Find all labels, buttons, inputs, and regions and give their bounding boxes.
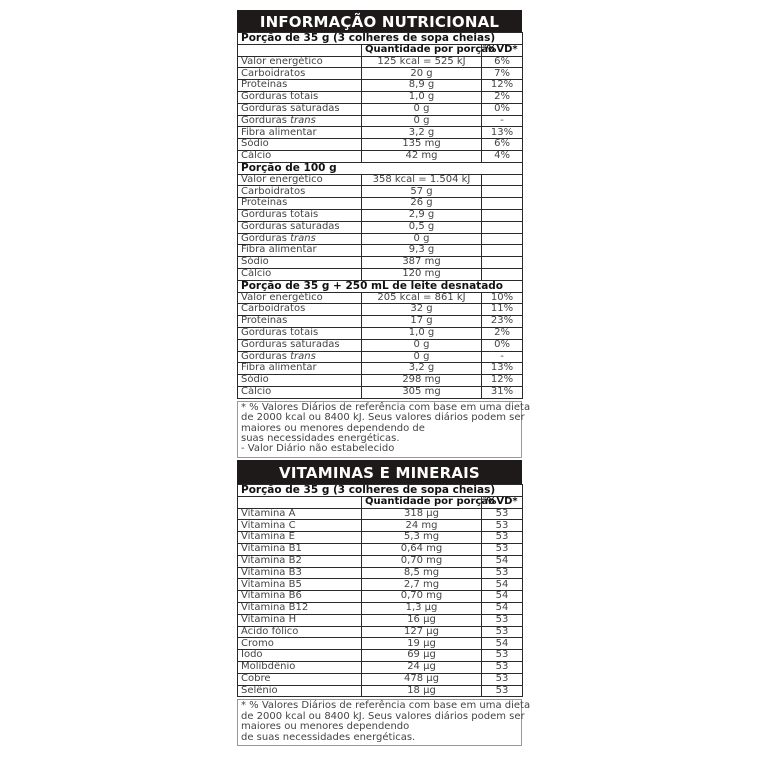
nutrient-label (238, 127, 362, 139)
nutrient-amount: 318 µg (362, 508, 482, 520)
nutrient-daily-value (482, 221, 523, 233)
nutrient-daily-value (482, 174, 523, 186)
nutrient-amount: 0 g (362, 233, 482, 245)
nutrient-amount: 205 kcal = 861 kJ (362, 292, 482, 304)
nutrient-amount: 24 mg (362, 520, 482, 532)
nutrient-label (238, 386, 362, 398)
table-row (238, 115, 523, 127)
nutrient-name: Cálcio (241, 268, 272, 280)
table-row (238, 638, 523, 650)
column-header-row (238, 496, 523, 508)
nutrient-name: Gorduras saturadas (241, 220, 340, 232)
nutrient-daily-value: 53 (482, 532, 523, 544)
nutrient-amount: 358 kcal = 1.504 kJ (362, 174, 482, 186)
nutrient-label (238, 638, 362, 650)
column-header-nutrient (238, 496, 362, 508)
nutrient-amount: 17 g (362, 316, 482, 328)
nutrient-name: Cobre (241, 672, 271, 684)
table-row (238, 56, 523, 68)
nutrient-name: Fibra alimentar (241, 362, 317, 374)
table-row (238, 532, 523, 544)
table-row (238, 68, 523, 80)
nutrient-daily-value: 53 (482, 685, 523, 697)
nutrient-label (238, 91, 362, 103)
nutrient-amount: 8,9 g (362, 80, 482, 92)
nutrient-label (238, 103, 362, 115)
nutrient-label (238, 268, 362, 280)
nutrient-daily-value: 53 (482, 626, 523, 638)
nutrient-daily-value (482, 233, 523, 245)
nutrient-label (238, 56, 362, 68)
nutrient-name: Gorduras totais (241, 91, 319, 103)
vitamins-table (237, 484, 523, 697)
section-heading: Porção de 100 g (238, 162, 523, 174)
nutrient-label (238, 532, 362, 544)
nutrient-label (238, 80, 362, 92)
nutrient-daily-value: 53 (482, 614, 523, 626)
nutrient-label (238, 508, 362, 520)
nutrient-amount: 16 µg (362, 614, 482, 626)
nutrient-name: Carboidratos (241, 185, 306, 197)
table-row (238, 91, 523, 103)
nutrient-label (238, 661, 362, 673)
nutrition-table (237, 32, 523, 399)
nutrient-label (238, 68, 362, 80)
nutrient-name: Vitamina H (241, 613, 297, 625)
table-row (238, 363, 523, 375)
nutrient-daily-value: 0% (482, 339, 523, 351)
nutrient-daily-value (482, 209, 523, 221)
nutrient-label (238, 115, 362, 127)
footnote-line: maiores ou menores dependendo de (241, 422, 425, 434)
table-row (238, 127, 523, 139)
footnote-line: suas necessidades energéticas. (241, 432, 400, 444)
nutrient-label (238, 591, 362, 603)
nutrient-name: Valor energético (241, 173, 323, 185)
footnote-line: de 2000 kcal ou 8400 kJ. Seus valores diários podem ser (241, 412, 525, 424)
nutrient-label (238, 650, 362, 662)
nutrient-daily-value: 6% (482, 56, 523, 68)
nutrient-name-italic: trans (290, 232, 316, 244)
table-row (238, 198, 523, 210)
table-row (238, 602, 523, 614)
table-row (238, 221, 523, 233)
nutrient-label (238, 209, 362, 221)
nutrient-name: Proteínas (241, 197, 288, 209)
table-row (238, 268, 523, 280)
nutrient-name: Gorduras (241, 232, 287, 244)
table-row (238, 520, 523, 532)
nutrient-daily-value: - (482, 115, 523, 127)
nutrient-name: Fibra alimentar (241, 126, 317, 138)
nutrient-name: Gorduras (241, 114, 287, 126)
nutrient-daily-value: 53 (482, 661, 523, 673)
nutrient-name: Selênio (241, 684, 278, 696)
nutrient-label (238, 673, 362, 685)
nutrient-name: Vitamina C (241, 519, 296, 531)
nutrient-amount: 1,3 µg (362, 602, 482, 614)
table-row (238, 555, 523, 567)
column-header-amount: Quantidade por porção (362, 496, 482, 508)
nutrient-label (238, 186, 362, 198)
column-header-row (238, 44, 523, 56)
footnote-line: maiores ou menores dependendo (241, 721, 410, 733)
table-row (238, 661, 523, 673)
table-row (238, 174, 523, 186)
table-row (238, 579, 523, 591)
nutrient-amount: 125 kcal = 525 kJ (362, 56, 482, 68)
nutrient-name: Proteínas (241, 315, 288, 327)
nutrient-name: Vitamina B6 (241, 590, 302, 602)
table-row (238, 186, 523, 198)
nutrient-daily-value: 53 (482, 673, 523, 685)
nutrient-daily-value (482, 257, 523, 269)
nutrient-daily-value: 13% (482, 127, 523, 139)
nutrient-name: Vitamina B3 (241, 566, 302, 578)
nutrient-name: Gorduras saturadas (241, 102, 340, 114)
table-row (238, 673, 523, 685)
column-header-amount: Quantidade por porção (362, 44, 482, 56)
nutrient-daily-value: 13% (482, 363, 523, 375)
nutrient-label (238, 363, 362, 375)
nutrient-amount: 3,2 g (362, 127, 482, 139)
nutrient-amount: 20 g (362, 68, 482, 80)
nutrient-label (238, 685, 362, 697)
nutrient-amount: 387 mg (362, 257, 482, 269)
table-row (238, 103, 523, 115)
nutrient-daily-value: 2% (482, 91, 523, 103)
table-row (238, 375, 523, 387)
nutrient-daily-value: 4% (482, 150, 523, 162)
nutrient-name: Carboidratos (241, 303, 306, 315)
nutrient-name: Fibra alimentar (241, 244, 317, 256)
nutrient-label (238, 150, 362, 162)
nutrition-facts-panel (237, 10, 531, 458)
table-row (238, 139, 523, 151)
nutrient-daily-value: 53 (482, 543, 523, 555)
nutrient-amount: 26 g (362, 198, 482, 210)
nutrient-label (238, 304, 362, 316)
nutrient-name: Sódio (241, 374, 269, 386)
nutrient-daily-value: 54 (482, 579, 523, 591)
nutrient-daily-value: 23% (482, 316, 523, 328)
nutrient-amount: 1,0 g (362, 91, 482, 103)
nutrient-amount: 69 µg (362, 650, 482, 662)
nutrient-label (238, 292, 362, 304)
nutrient-daily-value (482, 186, 523, 198)
column-header-nutrient (238, 44, 362, 56)
nutrient-label (238, 233, 362, 245)
table-row (238, 316, 523, 328)
table-row (238, 150, 523, 162)
nutrient-name: Valor energético (241, 55, 323, 67)
nutrient-label (238, 174, 362, 186)
nutrient-daily-value: 12% (482, 375, 523, 387)
nutrient-daily-value: 6% (482, 139, 523, 151)
nutrient-amount: 19 µg (362, 638, 482, 650)
nutrient-label (238, 198, 362, 210)
vitamins-minerals-panel (237, 460, 531, 746)
nutrient-amount: 305 mg (362, 386, 482, 398)
nutrient-daily-value (482, 245, 523, 257)
table-row (238, 257, 523, 269)
nutrient-label (238, 316, 362, 328)
vitamins-title: VITAMINAS E MINERAIS (237, 460, 522, 484)
nutrient-amount: 127 µg (362, 626, 482, 638)
footnote-line: * % Valores Diários de referência com base em uma dieta (241, 700, 531, 712)
table-row (238, 80, 523, 92)
table-row (238, 591, 523, 603)
nutrient-daily-value: 53 (482, 508, 523, 520)
nutrient-label (238, 351, 362, 363)
nutrient-label (238, 602, 362, 614)
nutrient-name: Vitamina E (241, 531, 295, 543)
nutrient-name: Gorduras totais (241, 327, 319, 339)
nutrient-amount: 32 g (362, 304, 482, 316)
nutrient-daily-value: 53 (482, 567, 523, 579)
nutrient-amount: 0 g (362, 115, 482, 127)
nutrient-label (238, 245, 362, 257)
nutrient-daily-value (482, 198, 523, 210)
section-heading-row (238, 33, 523, 45)
nutrient-amount: 1,0 g (362, 327, 482, 339)
section-heading-row (238, 485, 523, 497)
vitamins-footnote (237, 699, 531, 746)
nutrient-name: Vitamina B1 (241, 543, 302, 555)
nutrient-name: Carboidratos (241, 67, 306, 79)
nutrient-amount: 24 µg (362, 661, 482, 673)
nutrient-name-italic: trans (290, 350, 316, 362)
nutrient-amount: 0,70 mg (362, 591, 482, 603)
nutrient-amount: 0 g (362, 351, 482, 363)
nutrient-name: Cromo (241, 637, 274, 649)
nutrient-daily-value: 54 (482, 591, 523, 603)
nutrient-amount: 42 mg (362, 150, 482, 162)
nutrient-label (238, 221, 362, 233)
table-row (238, 292, 523, 304)
footnote-line: - Valor Diário não estabelecido (241, 443, 395, 455)
table-row (238, 543, 523, 555)
nutrient-daily-value: 53 (482, 650, 523, 662)
nutrient-daily-value: 7% (482, 68, 523, 80)
column-header-vd: %VD* (482, 496, 523, 508)
footnote-line: de 2000 kcal ou 8400 kJ. Seus valores diários podem ser (241, 710, 525, 722)
section-heading: Porção de 35 g (3 colheres de sopa cheias) (238, 33, 523, 45)
nutrient-name: Cálcio (241, 150, 272, 162)
table-row (238, 386, 523, 398)
section-heading: Porção de 35 g (3 colheres de sopa cheias) (238, 485, 523, 497)
nutrient-label (238, 543, 362, 555)
nutrient-daily-value: 54 (482, 638, 523, 650)
nutrient-amount: 0 g (362, 103, 482, 115)
nutrient-name: Iodo (241, 649, 263, 661)
nutrient-amount: 0,70 mg (362, 555, 482, 567)
nutrient-daily-value: 31% (482, 386, 523, 398)
nutrient-daily-value: 10% (482, 292, 523, 304)
table-row (238, 339, 523, 351)
nutrient-name: Cálcio (241, 386, 272, 398)
table-row (238, 327, 523, 339)
nutrient-label (238, 555, 362, 567)
nutrient-label (238, 339, 362, 351)
nutrient-amount: 120 mg (362, 268, 482, 280)
section-heading-row (238, 162, 523, 174)
nutrient-label (238, 520, 362, 532)
nutrient-name: Vitamina A (241, 507, 296, 519)
nutrient-daily-value: 54 (482, 602, 523, 614)
nutrient-name: Vitamina B5 (241, 578, 302, 590)
nutrient-daily-value: 0% (482, 103, 523, 115)
nutrient-amount: 18 µg (362, 685, 482, 697)
nutrient-daily-value: 54 (482, 555, 523, 567)
nutrient-amount: 2,7 mg (362, 579, 482, 591)
nutrient-amount: 3,2 g (362, 363, 482, 375)
nutrient-amount: 0,5 g (362, 221, 482, 233)
nutrient-label (238, 327, 362, 339)
section-heading: Porção de 35 g + 250 mL de leite desnatado (238, 280, 523, 292)
nutrient-label (238, 257, 362, 269)
table-row (238, 245, 523, 257)
nutrient-label (238, 614, 362, 626)
table-row (238, 650, 523, 662)
table-row (238, 614, 523, 626)
nutrient-name: Proteínas (241, 79, 288, 91)
nutrient-daily-value: - (482, 351, 523, 363)
table-row (238, 304, 523, 316)
table-row (238, 209, 523, 221)
nutrient-name: Gorduras saturadas (241, 338, 340, 350)
nutrient-daily-value: 53 (482, 520, 523, 532)
nutrient-amount: 2,9 g (362, 209, 482, 221)
nutrition-footnote (237, 401, 531, 458)
nutrient-name: Vitamina B12 (241, 602, 309, 614)
section-heading-row (238, 280, 523, 292)
nutrient-name: Sódio (241, 256, 269, 268)
column-header-vd: %VD* (482, 44, 523, 56)
nutrient-daily-value: 2% (482, 327, 523, 339)
nutrient-amount: 57 g (362, 186, 482, 198)
nutrient-amount: 478 µg (362, 673, 482, 685)
nutrient-label (238, 139, 362, 151)
footnote-line: * % Valores Diários de referência com base em uma dieta (241, 401, 531, 413)
nutrient-daily-value (482, 268, 523, 280)
nutrient-daily-value: 12% (482, 80, 523, 92)
nutrition-title: INFORMAÇÃO NUTRICIONAL (237, 10, 522, 32)
nutrient-label (238, 626, 362, 638)
nutrient-name: Valor energético (241, 291, 323, 303)
table-row (238, 351, 523, 363)
nutrient-name: Sódio (241, 138, 269, 150)
nutrient-amount: 135 mg (362, 139, 482, 151)
nutrient-name-italic: trans (290, 114, 316, 126)
nutrient-name: Gorduras (241, 350, 287, 362)
nutrient-name: Vitamina B2 (241, 554, 302, 566)
table-row (238, 567, 523, 579)
table-row (238, 233, 523, 245)
nutrient-label (238, 567, 362, 579)
nutrient-daily-value: 11% (482, 304, 523, 316)
nutrient-name: Molibdênio (241, 661, 296, 673)
nutrient-amount: 0,64 mg (362, 543, 482, 555)
table-row (238, 685, 523, 697)
footnote-line: de suas necessidades energéticas. (241, 731, 416, 743)
table-row (238, 626, 523, 638)
nutrient-amount: 0 g (362, 339, 482, 351)
nutrient-name: Acido fólico (241, 625, 299, 637)
nutrient-label (238, 375, 362, 387)
nutrient-amount: 5,3 mg (362, 532, 482, 544)
nutrient-amount: 298 mg (362, 375, 482, 387)
nutrient-label (238, 579, 362, 591)
nutrient-amount: 8,5 mg (362, 567, 482, 579)
nutrient-name: Gorduras totais (241, 209, 319, 221)
table-row (238, 508, 523, 520)
nutrient-amount: 9,3 g (362, 245, 482, 257)
